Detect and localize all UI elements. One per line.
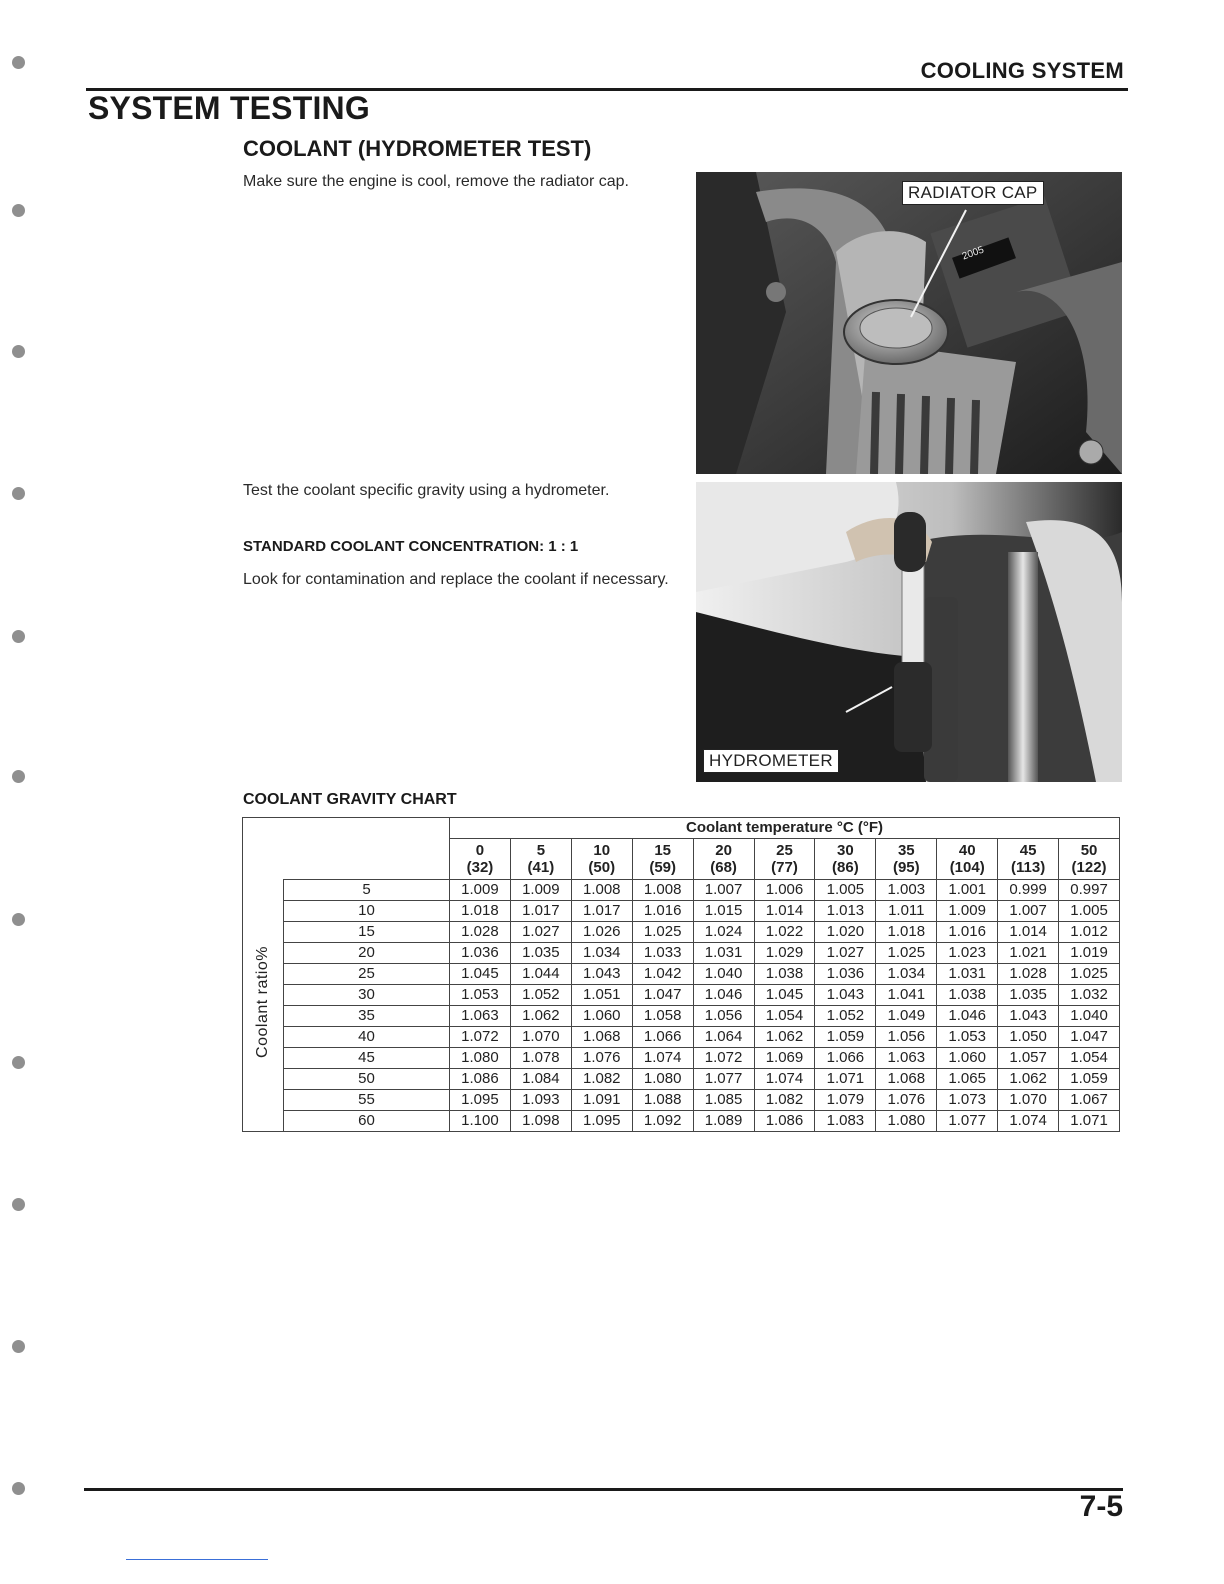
table-row	[243, 964, 1120, 985]
ratio-row-label: 55	[284, 1090, 450, 1111]
gravity-value-cell: 1.025	[876, 943, 937, 964]
punch-hole	[12, 1198, 25, 1211]
temperature-column-header	[998, 839, 1059, 880]
paragraph-remove-cap: Make sure the engine is cool, remove the radiator cap.	[243, 173, 629, 190]
punch-hole	[12, 770, 25, 783]
temp-celsius: 20	[715, 842, 732, 859]
gravity-value-cell: 1.058	[632, 1006, 693, 1027]
temp-celsius: 15	[654, 842, 672, 859]
gravity-value-cell: 1.072	[450, 1027, 511, 1048]
gravity-value-cell: 1.036	[815, 964, 876, 985]
gravity-value-cell: 1.032	[1059, 985, 1120, 1006]
temperature-column-header	[937, 839, 998, 880]
radiator-cap-illustration	[696, 172, 1122, 474]
gravity-value-cell: 1.008	[571, 880, 632, 901]
temp-fahrenheit: (113)	[1011, 859, 1046, 876]
gravity-value-cell: 0.999	[998, 880, 1059, 901]
ratio-row-label: 25	[284, 964, 450, 985]
gravity-value-cell: 1.056	[876, 1027, 937, 1048]
temp-fahrenheit: (122)	[1071, 859, 1107, 876]
standard-concentration-spec: STANDARD COOLANT CONCENTRATION: 1 : 1	[243, 538, 579, 555]
gravity-value-cell: 1.059	[815, 1027, 876, 1048]
gravity-value-cell: 1.066	[632, 1027, 693, 1048]
temp-celsius: 50	[1080, 842, 1098, 859]
gravity-value-cell: 1.027	[815, 943, 876, 964]
gravity-value-cell: 1.017	[510, 901, 571, 922]
gravity-value-cell: 1.053	[937, 1027, 998, 1048]
ratio-row-label: 50	[284, 1069, 450, 1090]
paragraph-hydrometer: Test the coolant specific gravity using a hydrometer.	[243, 482, 610, 499]
gravity-value-cell: 1.083	[815, 1111, 876, 1132]
gravity-value-cell: 1.014	[998, 922, 1059, 943]
gravity-value-cell: 1.062	[754, 1027, 815, 1048]
gravity-value-cell: 1.006	[754, 880, 815, 901]
gravity-value-cell: 1.043	[571, 964, 632, 985]
gravity-value-cell: 1.092	[632, 1111, 693, 1132]
section-header: COOLING SYSTEM	[920, 58, 1124, 83]
radiator-cap-callout: RADIATOR CAP	[902, 181, 1044, 205]
ratio-row-label: 20	[284, 943, 450, 964]
gravity-value-cell: 1.020	[815, 922, 876, 943]
gravity-value-cell: 1.045	[450, 964, 511, 985]
punch-hole	[12, 913, 25, 926]
gravity-value-cell: 1.008	[632, 880, 693, 901]
gravity-value-cell: 1.074	[632, 1048, 693, 1069]
gravity-value-cell: 1.007	[998, 901, 1059, 922]
gravity-value-cell: 1.059	[1059, 1069, 1120, 1090]
section-subtitle: COOLANT (HYDROMETER TEST)	[243, 136, 592, 161]
temperature-column-header	[632, 839, 693, 880]
gravity-value-cell: 1.062	[510, 1006, 571, 1027]
gravity-value-cell: 1.052	[815, 1006, 876, 1027]
gravity-value-cell: 1.016	[937, 922, 998, 943]
gravity-value-cell: 1.078	[510, 1048, 571, 1069]
gravity-value-cell: 1.026	[571, 922, 632, 943]
temp-celsius: 35	[897, 842, 915, 859]
ratio-row-label: 40	[284, 1027, 450, 1048]
gravity-value-cell: 1.012	[1059, 922, 1120, 943]
gravity-value-cell: 1.076	[876, 1090, 937, 1111]
edge-mark	[126, 1559, 268, 1560]
table-row	[243, 901, 1120, 922]
gravity-value-cell: 1.035	[998, 985, 1059, 1006]
gravity-value-cell: 1.038	[937, 985, 998, 1006]
coolant-ratio-label: Coolant ratio%	[254, 946, 271, 1059]
gravity-value-cell: 1.042	[632, 964, 693, 985]
gravity-value-cell: 1.091	[571, 1090, 632, 1111]
gravity-value-cell: 1.060	[571, 1006, 632, 1027]
temp-fahrenheit: (50)	[588, 859, 616, 876]
gravity-value-cell: 1.044	[510, 964, 571, 985]
temp-celsius: 45	[1019, 842, 1037, 859]
gravity-value-cell: 1.063	[876, 1048, 937, 1069]
temperature-column-header	[510, 839, 571, 880]
table-row	[243, 880, 1120, 901]
gravity-value-cell: 1.071	[1059, 1111, 1120, 1132]
gravity-value-cell: 1.001	[937, 880, 998, 901]
table-row	[243, 922, 1120, 943]
ratio-row-label: 45	[284, 1048, 450, 1069]
gravity-value-cell: 1.046	[693, 985, 754, 1006]
gravity-value-cell: 1.047	[1059, 1027, 1120, 1048]
gravity-value-cell: 1.049	[876, 1006, 937, 1027]
temperature-column-header	[571, 839, 632, 880]
punch-hole	[12, 1340, 25, 1353]
temp-celsius: 5	[536, 842, 546, 859]
punch-hole	[12, 1056, 25, 1069]
gravity-value-cell: 1.080	[876, 1111, 937, 1132]
gravity-value-cell: 1.021	[998, 943, 1059, 964]
table-row	[243, 1090, 1120, 1111]
gravity-value-cell: 1.063	[450, 1006, 511, 1027]
gravity-value-cell: 1.054	[1059, 1048, 1120, 1069]
temp-fahrenheit: (41)	[527, 859, 555, 876]
gravity-value-cell: 1.076	[571, 1048, 632, 1069]
gravity-value-cell: 1.017	[571, 901, 632, 922]
gravity-value-cell: 1.009	[510, 880, 571, 901]
gravity-value-cell: 1.005	[815, 880, 876, 901]
column-group-header: Coolant temperature °C (°F)	[450, 818, 1120, 839]
punch-hole	[12, 487, 25, 500]
temperature-column-header	[450, 839, 511, 880]
ratio-row-label: 10	[284, 901, 450, 922]
gravity-value-cell: 1.015	[693, 901, 754, 922]
ratio-row-label: 60	[284, 1111, 450, 1132]
gravity-value-cell: 1.041	[876, 985, 937, 1006]
gravity-value-cell: 1.014	[754, 901, 815, 922]
table-row	[243, 943, 1120, 964]
table-row	[243, 1048, 1120, 1069]
gravity-value-cell: 1.046	[937, 1006, 998, 1027]
gravity-value-cell: 1.060	[937, 1048, 998, 1069]
gravity-value-cell: 1.018	[450, 901, 511, 922]
gravity-value-cell: 1.089	[693, 1111, 754, 1132]
chart-title: COOLANT GRAVITY CHART	[243, 791, 457, 808]
gravity-value-cell: 1.031	[693, 943, 754, 964]
temperature-column-header	[754, 839, 815, 880]
gravity-value-cell: 1.072	[693, 1048, 754, 1069]
gravity-value-cell: 1.025	[1059, 964, 1120, 985]
gravity-value-cell: 1.095	[571, 1111, 632, 1132]
gravity-value-cell: 1.038	[754, 964, 815, 985]
gravity-value-cell: 1.019	[1059, 943, 1120, 964]
gravity-value-cell: 1.043	[998, 1006, 1059, 1027]
gravity-value-cell: 1.071	[815, 1069, 876, 1090]
gravity-value-cell: 1.009	[450, 880, 511, 901]
punch-hole	[12, 1482, 25, 1495]
temp-celsius: 40	[958, 842, 976, 859]
gravity-value-cell: 1.016	[632, 901, 693, 922]
table-row	[243, 1111, 1120, 1132]
row-group-header	[243, 880, 284, 1132]
ratio-row-label: 35	[284, 1006, 450, 1027]
gravity-value-cell: 1.028	[998, 964, 1059, 985]
gravity-value-cell: 1.069	[754, 1048, 815, 1069]
gravity-value-cell: 1.034	[571, 943, 632, 964]
gravity-value-cell: 1.067	[1059, 1090, 1120, 1111]
gravity-value-cell: 1.050	[998, 1027, 1059, 1048]
gravity-value-cell: 1.077	[693, 1069, 754, 1090]
temp-fahrenheit: (59)	[649, 859, 677, 876]
gravity-value-cell: 1.086	[754, 1111, 815, 1132]
gravity-value-cell: 1.077	[937, 1111, 998, 1132]
gravity-value-cell: 1.095	[450, 1090, 511, 1111]
gravity-value-cell: 1.093	[510, 1090, 571, 1111]
hydrometer-callout: HYDROMETER	[703, 749, 839, 773]
table-row	[243, 1027, 1120, 1048]
temp-fahrenheit: (32)	[466, 859, 494, 876]
temp-fahrenheit: (104)	[949, 859, 985, 876]
temperature-column-header	[1059, 839, 1120, 880]
gravity-value-cell: 1.036	[450, 943, 511, 964]
gravity-value-cell: 1.056	[693, 1006, 754, 1027]
gravity-value-cell: 1.027	[510, 922, 571, 943]
gravity-value-cell: 1.029	[754, 943, 815, 964]
punch-hole	[12, 204, 25, 217]
temp-celsius: 30	[837, 842, 854, 859]
gravity-value-cell: 1.023	[937, 943, 998, 964]
gravity-value-cell: 1.045	[754, 985, 815, 1006]
gravity-value-cell: 1.040	[693, 964, 754, 985]
punch-hole	[12, 345, 25, 358]
gravity-value-cell: 1.024	[693, 922, 754, 943]
gravity-value-cell: 1.080	[632, 1069, 693, 1090]
gravity-value-cell: 1.065	[937, 1069, 998, 1090]
gravity-table-body	[243, 880, 1120, 1132]
gravity-value-cell: 1.009	[937, 901, 998, 922]
table-corner-cell	[243, 818, 450, 880]
ratio-row-label: 15	[284, 922, 450, 943]
temp-fahrenheit: (86)	[832, 859, 859, 876]
gravity-value-cell: 1.040	[1059, 1006, 1120, 1027]
gravity-value-cell: 1.066	[815, 1048, 876, 1069]
gravity-value-cell: 1.070	[510, 1027, 571, 1048]
gravity-value-cell: 1.052	[510, 985, 571, 1006]
gravity-value-cell: 1.034	[876, 964, 937, 985]
gravity-value-cell: 1.011	[876, 901, 937, 922]
hydrometer-illustration	[696, 482, 1122, 782]
gravity-value-cell: 1.062	[998, 1069, 1059, 1090]
gravity-value-cell: 1.025	[632, 922, 693, 943]
temp-fahrenheit: (77)	[771, 859, 798, 876]
ratio-row-label: 30	[284, 985, 450, 1006]
paragraph-contamination: Look for contamination and replace the coolant if necessary.	[243, 571, 669, 588]
gravity-value-cell: 1.079	[815, 1090, 876, 1111]
gravity-value-cell: 1.033	[632, 943, 693, 964]
gravity-value-cell: 1.028	[450, 922, 511, 943]
gravity-value-cell: 1.043	[815, 985, 876, 1006]
gravity-value-cell: 1.047	[632, 985, 693, 1006]
gravity-value-cell: 1.013	[815, 901, 876, 922]
gravity-value-cell: 1.100	[450, 1111, 511, 1132]
punch-hole	[12, 630, 25, 643]
gravity-value-cell: 1.070	[998, 1090, 1059, 1111]
gravity-value-cell: 1.084	[510, 1069, 571, 1090]
gravity-value-cell: 1.098	[510, 1111, 571, 1132]
gravity-value-cell: 1.051	[571, 985, 632, 1006]
gravity-value-cell: 1.031	[937, 964, 998, 985]
temp-fahrenheit: (95)	[892, 859, 920, 876]
gravity-value-cell: 1.057	[998, 1048, 1059, 1069]
gravity-value-cell: 1.082	[754, 1090, 815, 1111]
gravity-value-cell: 1.085	[693, 1090, 754, 1111]
punch-hole	[12, 56, 25, 69]
gravity-value-cell: 1.086	[450, 1069, 511, 1090]
temp-fahrenheit: (68)	[710, 859, 737, 876]
gravity-value-cell: 1.007	[693, 880, 754, 901]
gravity-value-cell: 1.080	[450, 1048, 511, 1069]
page-number: 7-5	[1079, 1490, 1123, 1523]
gravity-value-cell: 1.068	[876, 1069, 937, 1090]
gravity-value-cell: 1.022	[754, 922, 815, 943]
ratio-row-label: 5	[284, 880, 450, 901]
gravity-value-cell: 1.005	[1059, 901, 1120, 922]
gravity-value-cell: 1.053	[450, 985, 511, 1006]
gravity-value-cell: 1.003	[876, 880, 937, 901]
radiator-cap-photo	[696, 172, 1122, 474]
temperature-column-header	[693, 839, 754, 880]
table-row	[243, 1006, 1120, 1027]
gravity-value-cell: 1.035	[510, 943, 571, 964]
footer-rule	[84, 1488, 1123, 1491]
table-row	[243, 985, 1120, 1006]
gravity-value-cell: 1.068	[571, 1027, 632, 1048]
gravity-value-cell: 1.054	[754, 1006, 815, 1027]
radiator-decal-text: 2005	[960, 244, 986, 263]
hydrometer-photo	[696, 482, 1122, 782]
temp-celsius: 10	[593, 842, 611, 859]
temp-celsius: 25	[776, 842, 793, 859]
gravity-value-cell: 0.997	[1059, 880, 1120, 901]
gravity-value-cell: 1.073	[937, 1090, 998, 1111]
temp-celsius: 0	[475, 842, 485, 859]
gravity-value-cell: 1.018	[876, 922, 937, 943]
temperature-column-header	[815, 839, 876, 880]
table-row	[243, 1069, 1120, 1090]
gravity-value-cell: 1.074	[754, 1069, 815, 1090]
gravity-value-cell: 1.088	[632, 1090, 693, 1111]
page-title: SYSTEM TESTING	[88, 90, 370, 126]
coolant-gravity-table	[242, 817, 1120, 1132]
temperature-column-header	[876, 839, 937, 880]
gravity-value-cell: 1.082	[571, 1069, 632, 1090]
gravity-value-cell: 1.074	[998, 1111, 1059, 1132]
gravity-value-cell: 1.064	[693, 1027, 754, 1048]
